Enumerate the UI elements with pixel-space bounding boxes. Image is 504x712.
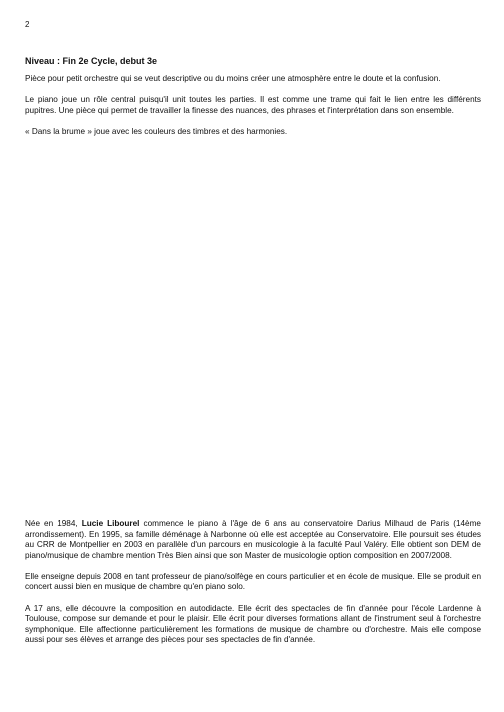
description-paragraph-2: Le piano joue un rôle central puisqu'il unit toutes les parties. Il est comme une trame qui fait le lien entre les différents pupitres. Une pièce qui permet de travailler la finesse des nuances, des phrases et l'interprétation dans son ensemble. bbox=[25, 95, 481, 115]
piece-description bbox=[25, 74, 481, 148]
description-paragraph-3: « Dans la brume » joue avec les couleurs des timbres et des harmonies. bbox=[25, 126, 288, 136]
level-title: Niveau : Fin 2e Cycle, debut 3e bbox=[25, 56, 158, 66]
description-paragraph-1: Pièce pour petit orchestre qui se veut descriptive ou du moins créer une atmosphère entre le doute et la confusion. bbox=[25, 74, 441, 83]
composer-biography bbox=[25, 519, 481, 656]
bio-intro: Née en 1984, bbox=[25, 519, 82, 528]
page-number: 2 bbox=[25, 20, 30, 29]
bio-paragraph-1 bbox=[25, 519, 481, 561]
bio-details: commence le piano à l'âge de 6 ans au conservatoire Darius Milhaud de Paris (14ème arrondissement). En 1995, sa famille déménage à Narbonne où elle est acceptée au Conservatoire. Elle poursuit ses études au CRR de Montpellier en 2003 en parallèle d'un parcours en musicologie à la faculté Paul Valéry. Elle obtient son DEM de piano/musique de chambre mention Très Bien ainsi que son Master de musicologie option composition en 2007/2008. bbox=[25, 519, 481, 560]
composer-name: Lucie Libourel bbox=[81, 519, 140, 528]
bio-paragraph-2: Elle enseigne depuis 2008 en tant professeur de piano/solfège en cours particulier et en école de musique. Elle se produit en concert aussi bien en musique de chambre qu'en piano solo. bbox=[25, 571, 481, 592]
bio-paragraph-3: A 17 ans, elle découvre la composition en autodidacte. Elle écrit des spectacles de fin d'année pour l'école Lardenne à Toulouse, compose sur demande et pour le plaisir. Elle écrit pour diverses formations allant de l'instrument seul à l'orchestre symphonique. Elle affectionne particulièrement les formations de musique de chambre ou d'orchestre. Mais elle compose aussi pour ses élèves et arrange des pièces pour ses spectacles de fin d'année. bbox=[25, 603, 481, 645]
